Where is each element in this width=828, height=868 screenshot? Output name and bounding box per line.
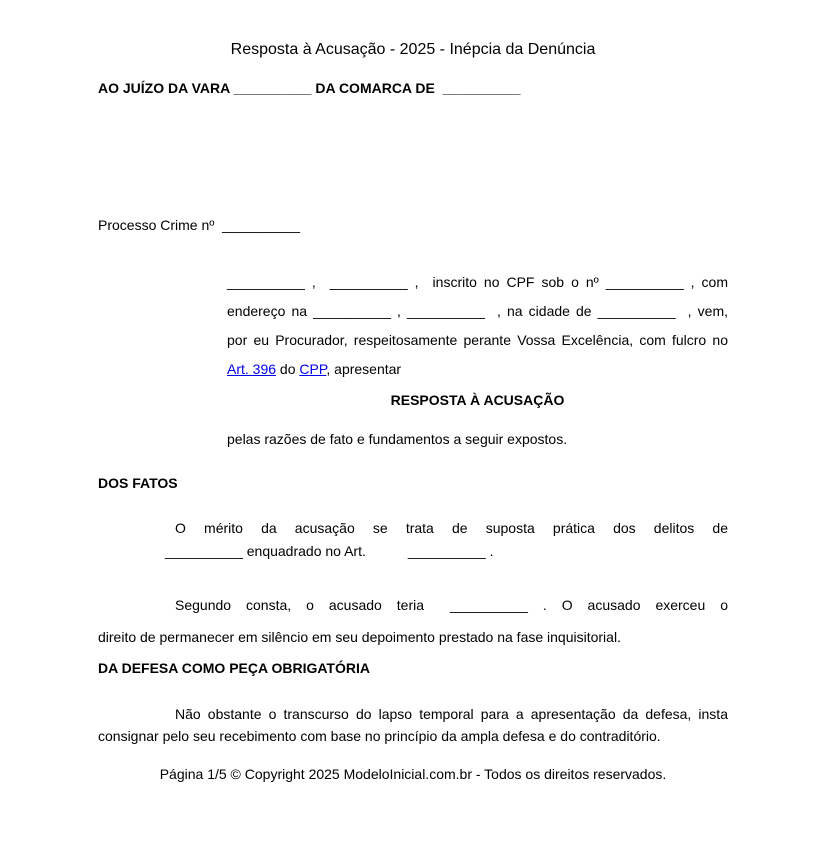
blank-tab-spacer (366, 555, 408, 556)
court-heading: AO JUÍZO DA VARA __________ DA COMARCA DE __________ (98, 80, 521, 96)
document-title: Resposta à Acusação - 2025 - Inépcia da Denúncia (230, 41, 596, 58)
defense-line-1: Não obstante o transcurso do lapso temporal para a apresentação da defesa, insta (175, 706, 728, 722)
silence-line-1 (98, 589, 728, 621)
defense-paragraph (98, 703, 728, 747)
heading-dos-fatos: DOS FATOS (98, 475, 178, 491)
blank-tab-spacer (424, 609, 450, 610)
intro-line: pelas razões de fato e fundamentos a seguir expostos. (227, 431, 568, 447)
facts-line-1: O mérito da acusação se trata de suposta prática dos delitos de (175, 520, 728, 536)
section-title-resposta: RESPOSTA À ACUSAÇÃO (390, 392, 565, 408)
silence-line-1-a: Segundo consta, o acusado teria (175, 597, 425, 613)
process-number-line: Processo Crime nº __________ (98, 217, 301, 233)
silence-paragraph (98, 589, 728, 653)
qualification-paragraph (227, 268, 728, 384)
facts-line-2 (165, 540, 728, 563)
heading-da-defesa: DA DEFESA COMO PEÇA OBRIGATÓRIA (98, 660, 370, 676)
qualification-line-4-mid: do (276, 361, 300, 377)
qualification-line-4 (227, 355, 728, 384)
silence-line-1-b: __________ . O acusado exerceu o (450, 597, 729, 613)
qualification-line-3: por eu Procurador, respeitosamente perante Vossa Excelência, com fulcro no (227, 332, 728, 348)
cpp-link[interactable]: CPP (299, 361, 327, 377)
silence-line-2: direito de permanecer em silêncio em seu depoimento prestado na fase inquisitorial. (98, 629, 621, 645)
art-396-link[interactable]: Art. 396 (227, 361, 277, 377)
qualification-line-4-end: , apresentar (326, 361, 402, 377)
defense-line-2: consignar pelo seu recebimento com base no princípio da ampla defesa e do contraditório. (98, 728, 661, 744)
qualification-line-1: __________ , __________ , inscrito no CPF sob o nº __________ , com (227, 274, 728, 290)
qualification-line-2: endereço na __________ , __________ , na cidade de __________ , vem, (227, 303, 728, 319)
facts-paragraph (165, 517, 728, 563)
facts-line-2-b: __________ . (407, 543, 494, 559)
facts-line-2-a: __________ enquadrado no Art. (165, 543, 366, 559)
page-footer: Página 1/5 © Copyright 2025 ModeloInicial.com.br - Todos os direitos reservados. (159, 766, 667, 782)
document-page (0, 40, 828, 868)
